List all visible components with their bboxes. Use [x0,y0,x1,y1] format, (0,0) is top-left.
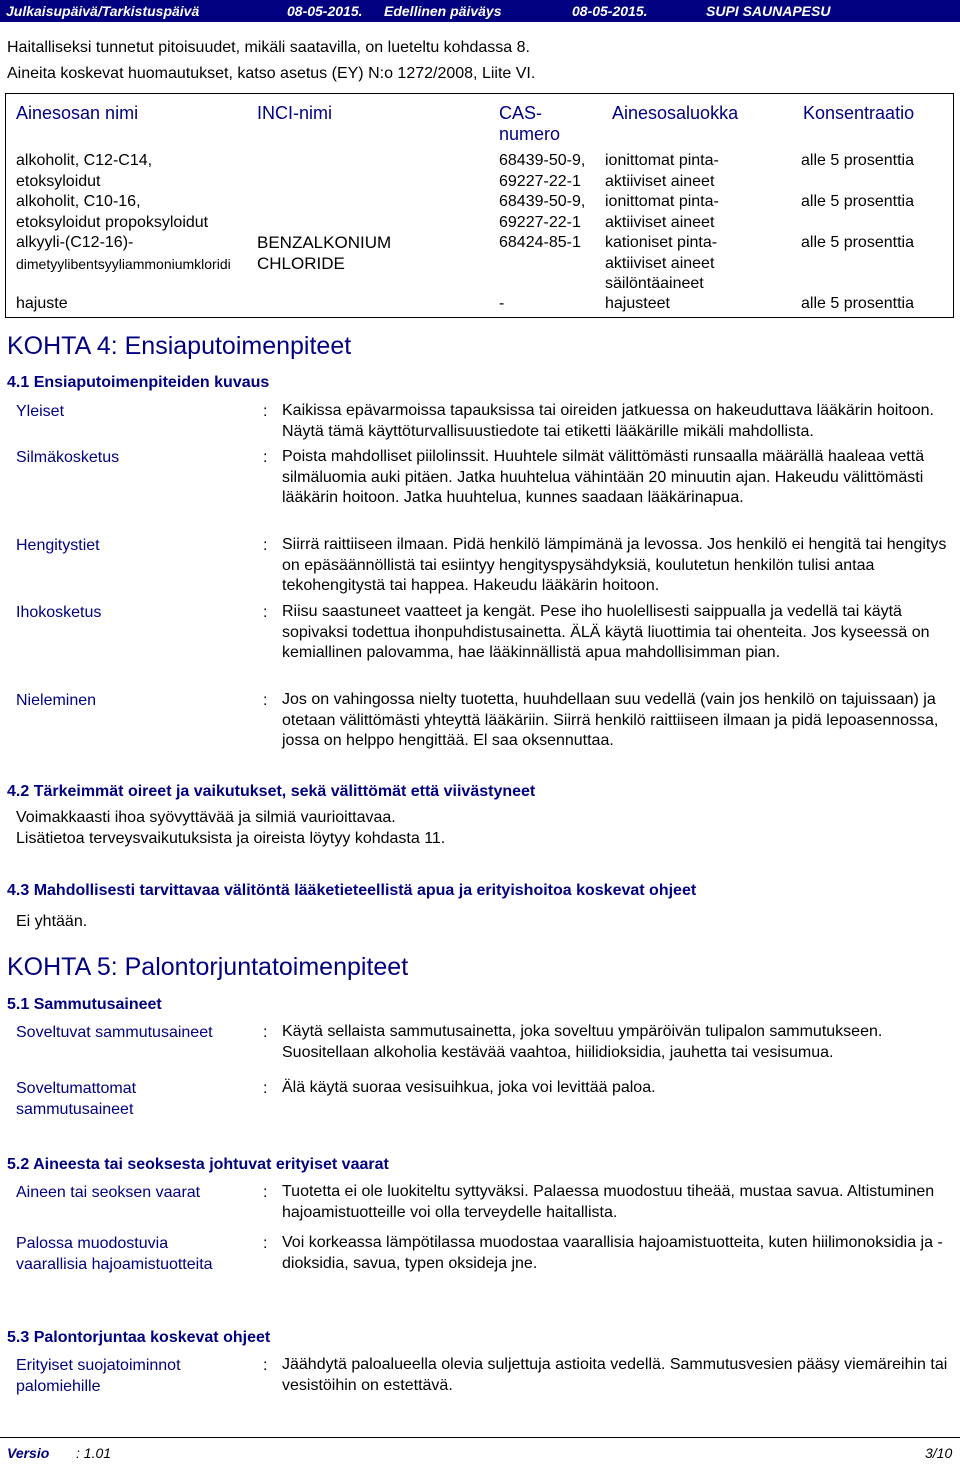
composition-table [5,93,954,318]
first-aid-skin-text: Riisu saastuneet vaatteet ja kengät. Pese iho huolellisesti saippualla ja vedellä tai käytä sopivaksi todettua ihonpuhdistusainetta. ÄLÄ käytä liuottimia tai ohenteita. Jos kyseessä on kemiallinen palovamma, hae lääkinnällistä apua mahdollisimman pian. [282,603,930,661]
table-row-2-name: alkoholit, C10-16, etoksyloidut propoksyloidut [16,193,209,231]
issue-date-label: Julkaisupäivä/Tarkistuspäivä [6,3,200,19]
first-aid-inhalation-text: Siirrä raittiiseen ilmaan. Pidä henkilö lämpimänä ja levossa. Jos henkilö ei hengitä tai hengitys on epäsäännöllistä tai esiintyy hengityspysähdyksiä, koulutetun henkilön tulisi antaa tekohengitystä tai happea. Hakeudu lääkärin hoitoon. [282,536,947,594]
table-row-1-concentration: alle 5 prosenttia [801,152,914,169]
table-row-4-concentration: alle 5 prosenttia [801,295,914,312]
issue-date: 08-05-2015. [287,3,363,19]
page-number: 3/10 [925,1445,953,1461]
table-row-1-class: ionittomat pinta- aktiiviset aineet [605,152,719,190]
symptoms-line-2: Lisätietoa terveysvaikutuksista ja oireista löytyy kohdasta 11. [16,830,446,847]
previous-date: 08-05-2015. [572,3,648,19]
first-aid-general-label: Yleiset [16,403,65,420]
suitable-media-text: Käytä sellaista sammutusainetta, joka soveltuu ympäröivän tulipalon sammutukseen. Suositellaan alkoholia kestävää vaahtoa, hiilidioksidia, jauhetta tai vesisumua. [282,1023,883,1061]
version-label: Versio [7,1445,50,1461]
first-aid-ingestion-text: Jos on vahingossa nielty tuotetta, huuhdellaan suu vedellä (vain jos henkilö on tajuissaan) ja otetaan välittömästi yhteyttä lääkäriin. Siirrä henkilö raittiiseen ilmaan ja pidä lepoasennossa, jossa on helppo hengittää. El saa oksennuttaa. [282,691,939,749]
first-aid-ingestion-label: Nieleminen [16,692,97,709]
table-row-2-class: ionittomat pinta- aktiiviset aineet [605,193,719,231]
table-row-2-cas: 68439-50-9, 69227-22-1 [499,193,586,231]
table-row-3-cas: 68424-85-1 [499,234,581,251]
previous-date-label: Edellinen päiväys [384,3,502,19]
suitable-media-label: Soveltuvat sammutusaineet [16,1024,213,1041]
section-5-1-heading: 5.1 Sammutusaineet [7,996,162,1013]
substance-hazards-text: Tuotetta ei ole luokiteltu syttyväksi. Palaessa muodostuu tiheää, mustaa savua. Altistuminen hajoamistuotteille voi olla terveydelle haitallista. [282,1183,935,1221]
first-aid-eye-label: Silmäkosketus [16,449,120,466]
section-4-3-heading: 4.3 Mahdollisesti tarvittavaa välitöntä lääketieteellistä apua ja erityishoitoa koskevat ohjeet [7,882,697,899]
section-4-2-heading: 4.2 Tärkeimmät oireet ja vaikutukset, sekä välittömät että viivästyneet [7,783,536,800]
combustion-products-text: Voi korkeassa lämpötilassa muodostaa vaarallisia hajoamistuotteita, kuten hiilimonoksidia ja -dioksidia, savua, typen oksideja jne. [282,1234,943,1272]
firefighter-protection-text: Jäähdytä paloalueella olevia suljettuja astioita vedellä. Sammutusvesien pääsy viemäreihin tai vesistöihin on estettävä. [282,1356,948,1394]
intro-line-1: Haitalliseksi tunnetut pitoisuudet, mikäli saatavilla, on lueteltu kohdassa 8. [7,39,530,56]
firefighter-protection-label: Erityiset suojatoiminnot palomiehille [16,1357,181,1395]
unsuitable-media-label: Soveltumattomat sammutusaineet [16,1080,137,1118]
combustion-products-label: Palossa muodostuvia vaarallisia hajoamistuotteita [16,1235,213,1273]
symptoms-line-1: Voimakkaasti ihoa syövyttävää ja silmiä vaurioittavaa. [16,809,396,826]
table-row-4-class: hajusteet [605,295,670,312]
table-row-3-class: kationiset pinta- aktiiviset aineet säilöntäaineet [605,234,718,292]
first-aid-general-text: Kaikissa epävarmoissa tapauksissa tai oireiden jatkuessa on hakeuduttava lääkärin hoitoon. Näytä tämä käyttöturvallisuustiedote tai etiketti lääkärille mikäli mahdollista. [282,402,934,440]
table-row-3-name: alkyyli-(C12-16)- dimetyylibentsyyliammoniumkloridi [16,234,231,272]
table-row-4-name: hajuste [16,295,68,312]
section-4-1-heading: 4.1 Ensiaputoimenpiteiden kuvaus [7,374,270,391]
page-header [0,0,960,22]
product-name: SUPI SAUNAPESU [706,3,831,19]
first-aid-inhalation-label: Hengitystiet [16,537,100,554]
substance-hazards-label: Aineen tai seoksen vaarat [16,1184,201,1201]
section-4-title: KOHTA 4: Ensiaputoimenpiteet [7,332,352,360]
medical-attention-text: Ei yhtään. [16,913,88,930]
col-header-concentration: Konsentraatio [803,103,915,123]
first-aid-skin-label: Ihokosketus [16,604,102,621]
version-number: : 1.01 [76,1445,112,1461]
table-row-3-concentration: alle 5 prosenttia [801,234,914,251]
intro-line-2: Aineita koskevat huomautukset, katso asetus (EY) N:o 1272/2008, Liite VI. [7,65,536,82]
col-header-class: Ainesosaluokka [612,103,739,123]
table-row-1-cas: 68439-50-9, 69227-22-1 [499,152,586,190]
section-5-3-heading: 5.3 Palontorjuntaa koskevat ohjeet [7,1329,271,1346]
unsuitable-media-text: Älä käytä suoraa vesisuihkua, joka voi levittää paloa. [282,1079,656,1096]
first-aid-eye-text: Poista mahdolliset piilolinssit. Huuhtele silmät välittömästi runsaalla määrällä haaleaa vettä silmäluomia auki pitäen. Jatka huuhtelua vähintään 20 minuutin ajan. Hakeudu välittömästi lääkärin hoitoon. Jatka huuhtelua, kunnes saadaan lääkärinapua. [282,448,925,506]
page-footer [0,1437,960,1464]
col-header-inci: INCI-nimi [257,103,332,123]
table-row-1-name: alkoholit, C12-C14, etoksyloidut [16,152,153,190]
section-5-title: KOHTA 5: Palontorjuntatoimenpiteet [7,953,409,981]
section-5-2-heading: 5.2 Aineesta tai seoksesta johtuvat erityiset vaarat [7,1156,389,1173]
table-row-3-inci: BENZALKONIUM CHLORIDE [257,233,392,273]
col-header-cas: CAS- numero [499,103,561,144]
col-header-name: Ainesosan nimi [16,103,139,123]
table-row-4-cas: - [499,295,505,312]
table-row-2-concentration: alle 5 prosenttia [801,193,914,210]
